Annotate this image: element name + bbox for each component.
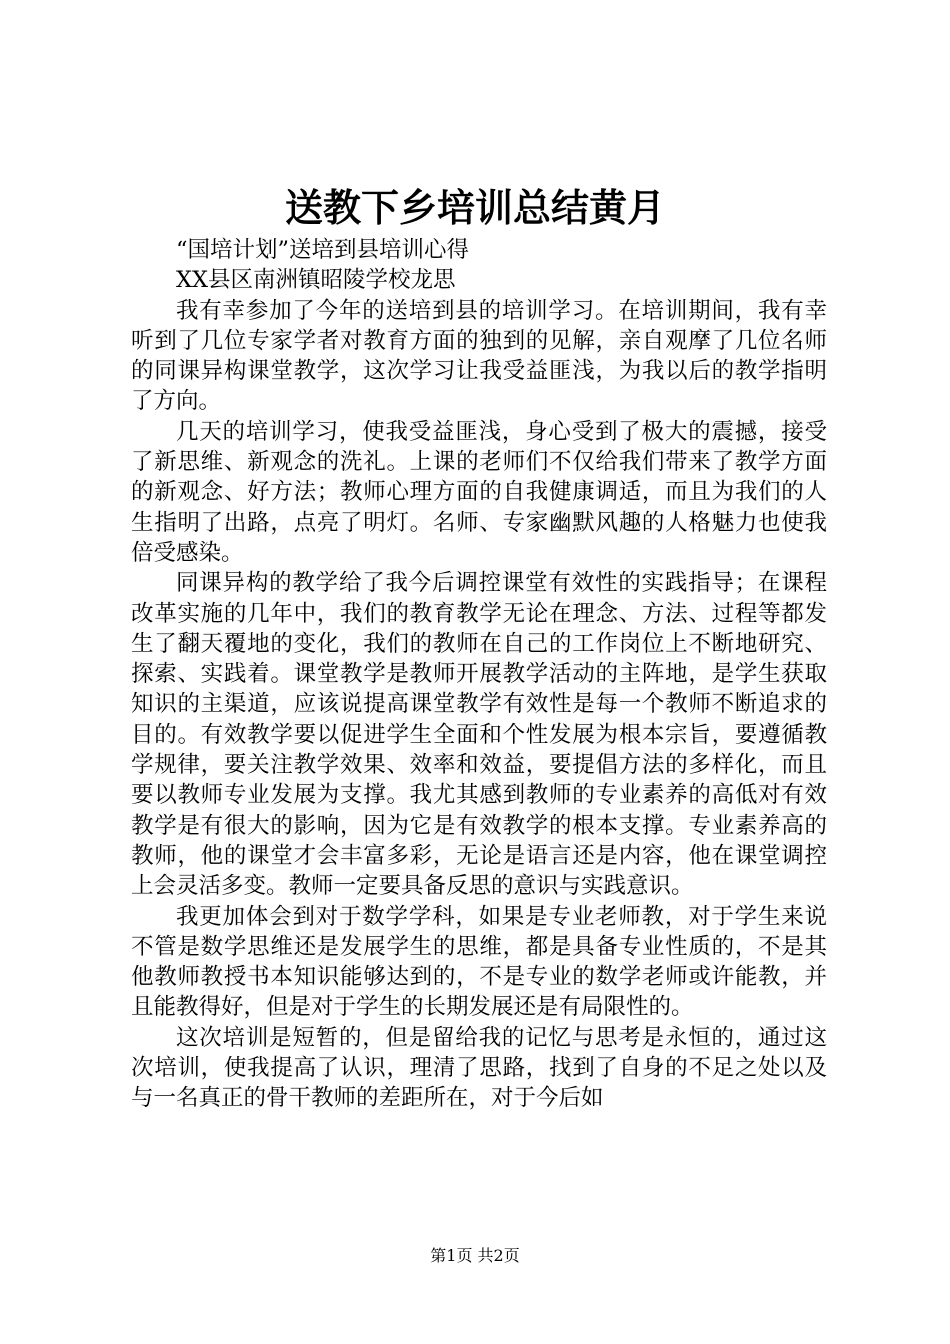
body-paragraph: 我有幸参加了今年的送培到县的培训学习。在培训期间，我有幸听到了几位专家学者对教育方面的独到的见解，亲自观摩了几位名师的同课异构课堂教学，这次学习让我受益匪浅，为我以后的教学指明了方向。 [131, 297, 827, 415]
page-number-footer: 第1页 共2页 [430, 1246, 520, 1265]
body-paragraph: 几天的培训学习，使我受益匪浅，身心受到了极大的震撼，接受了新思维、新观念的洗礼。上课的老师们不仅给我们带来了教学方面的新观念、好方法；教师心理方面的自我健康调适，而且为我们的人生指明了出路，点亮了明灯。名师、专家幽默风趣的人格魅力也使我倍受感染。 [131, 418, 827, 566]
body-paragraph: 同课异构的教学给了我今后调控课堂有效性的实践指导；在课程改革实施的几年中，我们的教育教学无论在理念、方法、过程等都发生了翻天覆地的变化，我们的教师在自己的工作岗位上不断地研究、探索、实践着。课堂教学是教师开展教学活动的主阵地，是学生获取知识的主渠道，应该说提高课堂教学有效性是每一个教师不断追求的目的。有效教学要以促进学生全面和个性发展为根本宗旨，要遵循教学规律，要关注教学效果、效率和效益，要提倡方法的多样化，而且要以教师专业发展为支撑。我尤其感到教师的专业素养的高低对有效教学是有很大的影响，因为它是有效教学的根本支撑。专业素养高的教师，他的课堂才会丰富多彩，无论是语言还是内容，他在课堂调控上会灵活多变。教师一定要具备反思的意识与实践意识。 [131, 570, 827, 900]
document-body [131, 235, 827, 1114]
subtitle-paragraph: “国培计划”送培到县培训心得 [176, 237, 470, 263]
document-title: 送教下乡培训总结黄月 [284, 185, 665, 230]
author-paragraph: XX县区南洲镇昭陵学校龙思 [176, 267, 456, 294]
body-paragraph: 我更加体会到对于数学学科，如果是专业老师教，对于学生来说不管是数学思维还是发展学生的思维，都是具备专业性质的，不是其他教师教授书本知识能够达到的，不是专业的数学老师或许能教，并且能教得好，但是对于学生的长期发展还是有局限性的。 [131, 903, 827, 1021]
body-paragraph: 这次培训是短暂的，但是留给我的记忆与思考是永恒的，通过这次培训，使我提高了认识，理清了思路，找到了自身的不足之处以及与一名真正的骨干教师的差距所在，对于今后如 [131, 1024, 827, 1112]
